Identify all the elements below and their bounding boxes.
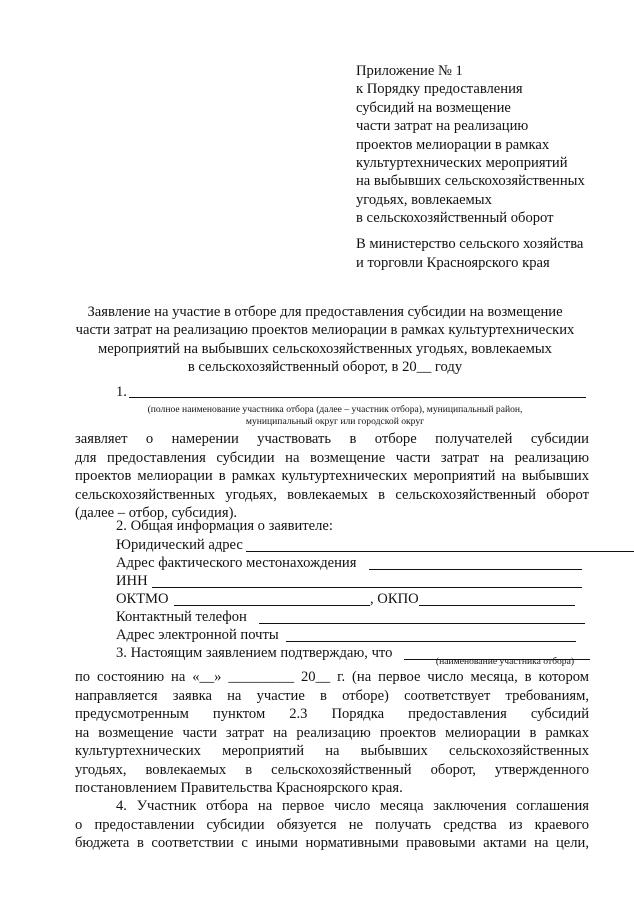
actual-address-field[interactable]: [116, 555, 586, 573]
appendix-line: на выбывших сельскохозяйственных: [356, 173, 585, 190]
phone-field[interactable]: [116, 609, 586, 627]
okpo-label: , ОКПО: [370, 591, 419, 607]
appendix-line: части затрат на реализацию: [356, 118, 529, 135]
note-line: (полное наименование участника отбора (далее – участник отбора), муниципальный район,: [147, 404, 523, 415]
section1-number: 1.: [116, 384, 127, 400]
appendix-line: культуртехнических мероприятий: [356, 155, 568, 172]
inn-field[interactable]: [116, 573, 586, 591]
document-title: [60, 303, 590, 377]
applicant-name-note: [100, 404, 570, 427]
appendix-line: к Порядку предоставления: [356, 81, 523, 98]
title-line: мероприятий на выбывших сельскохозяйственных угодьях, вовлекаемых: [98, 340, 552, 357]
applicant-name-underline: [129, 397, 586, 398]
body-line: заявляет о намерении участвовать в отборе получателей субсидии: [75, 431, 589, 447]
inn-label: ИНН: [116, 573, 148, 589]
section1-body: [75, 430, 589, 523]
body-line: направляется заявка на участие в отборе) соответствует требованиям,: [75, 687, 589, 704]
oktmo-label: ОКТМО: [116, 591, 169, 607]
oktmo-underline: [174, 605, 370, 606]
note-line: муниципальный округ или городской округ: [245, 415, 425, 427]
applicant-name-field[interactable]: [116, 384, 586, 402]
appendix-line: Приложение № 1: [356, 63, 463, 79]
body-line: предусмотренным пунктом 2.3 Порядка предоставления субсидий: [75, 706, 589, 722]
appendix-line: угодьях, вовлекаемых: [356, 191, 492, 208]
addressee: [356, 235, 626, 272]
addressee-line: В министерство сельского хозяйства: [356, 236, 584, 252]
appendix-line: в сельскохозяйственный оборот: [356, 210, 554, 227]
section3-body: [75, 668, 589, 798]
title-line: части затрат на реализацию проектов мелиорации в рамках культуртехнических: [75, 322, 575, 339]
email-underline: [286, 641, 576, 642]
participant-name-note: (наименование участника отбора): [435, 656, 575, 667]
body-line: (далее – отбор, субсидия).: [75, 505, 238, 521]
body-line: 4. Участник отбора на первое число месяца заключения соглашения: [116, 798, 589, 814]
legal-address-label: Юридический адрес: [116, 537, 243, 553]
body-line: по состоянию на «__» _________ 20__ г. (на первое число месяца, в котором: [75, 669, 589, 685]
title-line: в сельскохозяйственный оборот, в 20__ году: [187, 359, 463, 376]
section2-heading: [116, 518, 586, 536]
section2-heading-text: 2. Общая информация о заявителе:: [116, 518, 333, 534]
body-line: бюджета в соответствии с иными нормативными правовыми актами на цели,: [75, 835, 589, 851]
body-line: проектов мелиорации в рамках культуртехнических мероприятий на выбывших: [75, 468, 589, 484]
section4-body: [75, 797, 589, 853]
appendix-line: субсидий на возмещение: [356, 99, 511, 116]
title-line: Заявление на участие в отборе для предоставления субсидии на возмещение: [87, 304, 563, 320]
appendix-line: проектов мелиорации в рамках: [356, 136, 550, 153]
legal-address-field[interactable]: [116, 537, 586, 555]
addressee-line: и торговли Красноярского края: [356, 254, 550, 271]
appendix-header: [356, 62, 626, 228]
actual-address-underline: [369, 569, 582, 570]
body-line: сельскохозяйственных угодьях, вовлекаемых в сельскохозяйственный оборот: [75, 486, 589, 503]
phone-underline: [259, 623, 585, 624]
inn-underline: [152, 587, 582, 588]
section3-lead-text: 3. Настоящим заявлением подтверждаю, что: [116, 645, 393, 661]
legal-address-underline: [246, 551, 634, 552]
body-line: на возмещение части затрат на реализацию проектов мелиорации в рамках: [75, 724, 589, 741]
body-line: для предоставления субсидии на возмещение части затрат на реализацию: [75, 449, 589, 466]
body-line: постановлением Правительства Красноярского края.: [75, 780, 403, 796]
email-field[interactable]: [116, 627, 586, 645]
phone-label: Контактный телефон: [116, 609, 247, 625]
okpo-underline: [419, 605, 575, 606]
email-label: Адрес электронной почты: [116, 627, 279, 643]
actual-address-label: Адрес фактического местонахождения: [116, 555, 357, 571]
oktmo-okpo-field[interactable]: [116, 591, 586, 609]
body-line: культуртехнических мероприятий на выбывших сельскохозяйственных: [75, 743, 589, 759]
body-line: о предоставлении субсидии обязуется не получать средства из краевого: [75, 816, 589, 833]
body-line: угодьях, вовлекаемых в сельскохозяйственный оборот, утвержденного: [75, 761, 589, 778]
